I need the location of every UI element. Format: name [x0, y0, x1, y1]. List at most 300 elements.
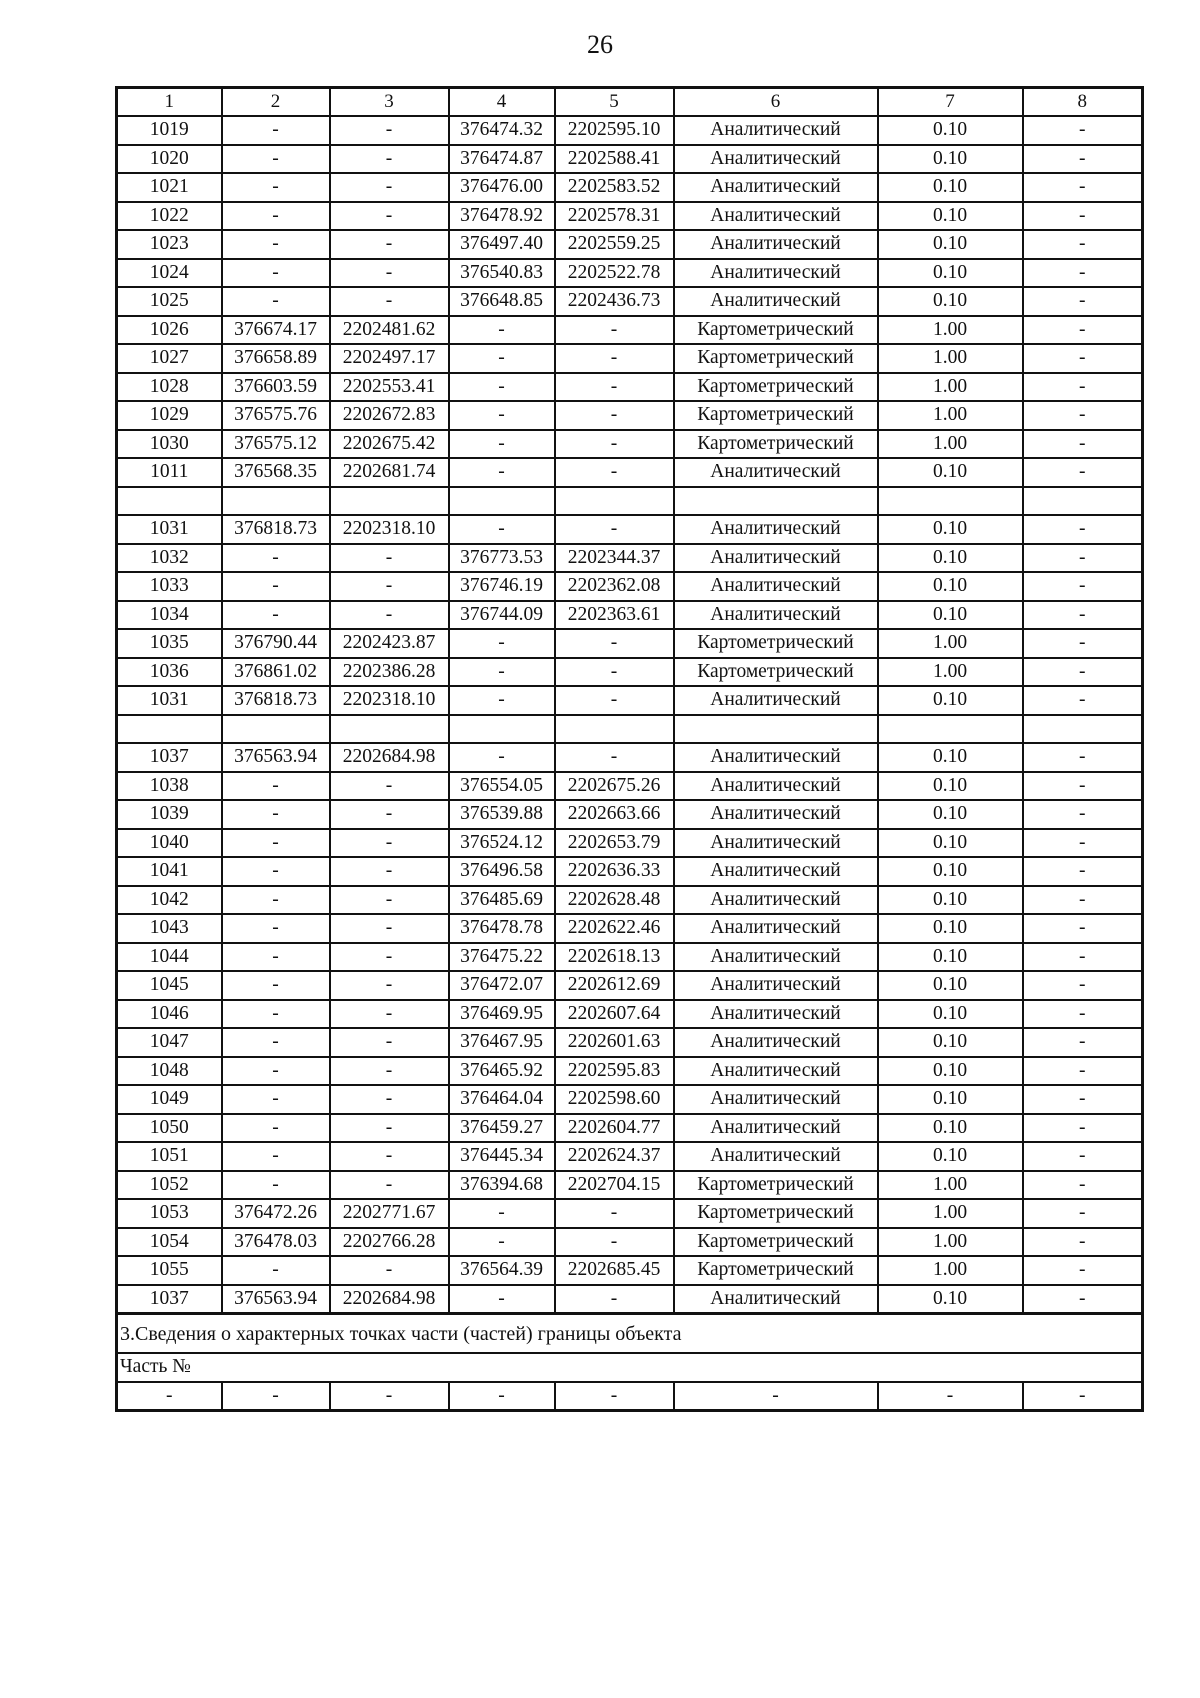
table-cell: Картометрический — [674, 1228, 878, 1257]
separator-row — [117, 715, 1143, 744]
table-cell: Картометрический — [674, 1199, 878, 1228]
table-cell: Аналитический — [674, 943, 878, 972]
table-cell: - — [1023, 601, 1143, 630]
table-cell: 376467.95 — [449, 1028, 555, 1057]
table-cell: 2202684.98 — [330, 1285, 449, 1314]
table-cell: - — [449, 743, 555, 772]
table-cell: Картометрический — [674, 344, 878, 373]
table-cell: - — [330, 116, 449, 145]
table-cell: - — [330, 857, 449, 886]
empty-cell — [555, 715, 674, 744]
empty-cell — [330, 715, 449, 744]
table-row — [117, 316, 1143, 345]
table-row — [117, 1199, 1143, 1228]
table-cell: 2202344.37 — [555, 544, 674, 573]
table-cell: - — [1023, 287, 1143, 316]
table-cell: 0.10 — [878, 173, 1023, 202]
table-cell: 2202675.26 — [555, 772, 674, 801]
table-cell: Аналитический — [674, 515, 878, 544]
table-row — [117, 829, 1143, 858]
table-cell: 1037 — [117, 743, 222, 772]
empty-cell — [878, 715, 1023, 744]
table-cell: 1055 — [117, 1256, 222, 1285]
table-cell: 0.10 — [878, 287, 1023, 316]
table-cell: - — [222, 1256, 330, 1285]
table-cell: 376496.58 — [449, 857, 555, 886]
header-cell: 6 — [674, 88, 878, 117]
table-cell: Аналитический — [674, 1028, 878, 1057]
table-cell: - — [222, 1171, 330, 1200]
table-cell: 2202386.28 — [330, 658, 449, 687]
table-cell: - — [449, 430, 555, 459]
table-cell: - — [555, 686, 674, 715]
table-cell: - — [449, 1382, 555, 1411]
table-cell: 0.10 — [878, 1028, 1023, 1057]
table-cell: - — [1023, 173, 1143, 202]
boundary-points-table — [115, 86, 1144, 1412]
empty-cell — [1023, 487, 1143, 516]
table-row — [117, 259, 1143, 288]
table-cell: - — [1023, 1228, 1143, 1257]
table-cell: - — [330, 914, 449, 943]
table-cell: Картометрический — [674, 629, 878, 658]
table-cell: Аналитический — [674, 772, 878, 801]
table-row — [117, 914, 1143, 943]
table-cell: Аналитический — [674, 1057, 878, 1086]
table-cell: 2202559.25 — [555, 230, 674, 259]
table-cell: - — [555, 344, 674, 373]
table-cell: 0.10 — [878, 1085, 1023, 1114]
table-cell: 2202318.10 — [330, 686, 449, 715]
empty-cell — [674, 487, 878, 516]
empty-cell — [449, 487, 555, 516]
table-cell: - — [222, 544, 330, 573]
table-cell: - — [222, 857, 330, 886]
table-cell: 1054 — [117, 1228, 222, 1257]
table-cell: 0.10 — [878, 544, 1023, 573]
table-cell: 1021 — [117, 173, 222, 202]
table-row — [117, 515, 1143, 544]
table-cell: 1048 — [117, 1057, 222, 1086]
table-cell: - — [555, 1285, 674, 1314]
table-cell: 2202766.28 — [330, 1228, 449, 1257]
table-cell: Аналитический — [674, 202, 878, 231]
table-cell: 376469.95 — [449, 1000, 555, 1029]
table-cell: 376459.27 — [449, 1114, 555, 1143]
table-cell: 2202675.42 — [330, 430, 449, 459]
table-cell: - — [330, 202, 449, 231]
table-cell: 1030 — [117, 430, 222, 459]
table-cell: - — [330, 829, 449, 858]
table-row — [117, 658, 1143, 687]
table-cell: 1.00 — [878, 316, 1023, 345]
table-cell: 1036 — [117, 658, 222, 687]
table-cell: 376540.83 — [449, 259, 555, 288]
table-cell: - — [330, 886, 449, 915]
table-cell: - — [222, 914, 330, 943]
table-cell: 1026 — [117, 316, 222, 345]
table-cell: 1011 — [117, 458, 222, 487]
table-cell: 0.10 — [878, 515, 1023, 544]
table-cell: - — [555, 1228, 674, 1257]
table-cell: - — [449, 458, 555, 487]
table-row — [117, 1028, 1143, 1057]
table-row — [117, 230, 1143, 259]
header-cell: 2 — [222, 88, 330, 117]
separator-row — [117, 487, 1143, 516]
table-cell: 1034 — [117, 601, 222, 630]
table-cell: 1045 — [117, 971, 222, 1000]
table-cell: - — [1023, 458, 1143, 487]
table-cell: 2202595.83 — [555, 1057, 674, 1086]
table-cell: 1050 — [117, 1114, 222, 1143]
table-cell: - — [222, 800, 330, 829]
header-cell: 8 — [1023, 88, 1143, 117]
table-row — [117, 173, 1143, 202]
table-cell: 2202653.79 — [555, 829, 674, 858]
table-cell: - — [1023, 914, 1143, 943]
table-cell: Аналитический — [674, 800, 878, 829]
table-cell: Аналитический — [674, 145, 878, 174]
table-cell: 2202663.66 — [555, 800, 674, 829]
table-cell: 0.10 — [878, 829, 1023, 858]
table-cell: 0.10 — [878, 971, 1023, 1000]
table-cell: - — [222, 116, 330, 145]
table-row — [117, 1171, 1143, 1200]
table-cell: - — [117, 1382, 222, 1411]
table-cell: 1019 — [117, 116, 222, 145]
table-cell: 0.10 — [878, 202, 1023, 231]
table-cell: - — [555, 515, 674, 544]
table-cell: Аналитический — [674, 857, 878, 886]
empty-cell — [330, 487, 449, 516]
table-row — [117, 857, 1143, 886]
table-cell: Аналитический — [674, 1285, 878, 1314]
table-cell: - — [330, 287, 449, 316]
table-cell: 2202318.10 — [330, 515, 449, 544]
table-cell: - — [449, 658, 555, 687]
table-cell: 1020 — [117, 145, 222, 174]
table-cell: 1023 — [117, 230, 222, 259]
table-cell: 0.10 — [878, 1285, 1023, 1314]
table-row — [117, 145, 1143, 174]
table-cell: 0.10 — [878, 1142, 1023, 1171]
table-cell: - — [330, 1000, 449, 1029]
table-cell: Аналитический — [674, 914, 878, 943]
table-cell: - — [330, 1114, 449, 1143]
table-cell: 0.10 — [878, 1000, 1023, 1029]
table-cell: Картометрический — [674, 1256, 878, 1285]
table-cell: 376478.03 — [222, 1228, 330, 1257]
table-row — [117, 686, 1143, 715]
table-cell: - — [449, 373, 555, 402]
table-cell: 376475.22 — [449, 943, 555, 972]
table-cell: - — [1023, 230, 1143, 259]
empty-cell — [222, 715, 330, 744]
table-cell: 0.10 — [878, 601, 1023, 630]
table-cell: - — [1023, 202, 1143, 231]
table-cell: 1.00 — [878, 401, 1023, 430]
table-cell: 1039 — [117, 800, 222, 829]
table-cell: 1.00 — [878, 629, 1023, 658]
table-cell: 1047 — [117, 1028, 222, 1057]
table-cell: - — [555, 373, 674, 402]
table-cell: 1038 — [117, 772, 222, 801]
table-row — [117, 743, 1143, 772]
empty-cell — [222, 487, 330, 516]
table-row — [117, 629, 1143, 658]
table-cell: - — [330, 544, 449, 573]
table-cell: 2202553.41 — [330, 373, 449, 402]
table-cell: Аналитический — [674, 572, 878, 601]
table-cell: 1035 — [117, 629, 222, 658]
table-cell: 376563.94 — [222, 743, 330, 772]
table-cell: 2202604.77 — [555, 1114, 674, 1143]
table-cell: 0.10 — [878, 259, 1023, 288]
table-cell: - — [1023, 629, 1143, 658]
table-cell: 376564.39 — [449, 1256, 555, 1285]
table-cell: - — [449, 1199, 555, 1228]
table-row — [117, 601, 1143, 630]
table-cell: 1053 — [117, 1199, 222, 1228]
table-row — [117, 772, 1143, 801]
table-cell: 2202362.08 — [555, 572, 674, 601]
table-cell: - — [222, 772, 330, 801]
table-cell: 376478.92 — [449, 202, 555, 231]
table-cell: - — [222, 1000, 330, 1029]
table-cell: - — [330, 572, 449, 601]
table-cell: 0.10 — [878, 800, 1023, 829]
table-cell: 376554.05 — [449, 772, 555, 801]
empty-cell — [674, 715, 878, 744]
table-cell: - — [330, 1142, 449, 1171]
table-cell: - — [1023, 829, 1143, 858]
table-cell: 2202598.60 — [555, 1085, 674, 1114]
table-cell: - — [1023, 1000, 1143, 1029]
table-cell: - — [555, 629, 674, 658]
table-row — [117, 1228, 1143, 1257]
table-cell: - — [1023, 515, 1143, 544]
table-cell: - — [222, 1028, 330, 1057]
table-row — [117, 430, 1143, 459]
table-cell: Аналитический — [674, 686, 878, 715]
empty-cell — [878, 487, 1023, 516]
table-cell: 376497.40 — [449, 230, 555, 259]
table-cell: - — [449, 629, 555, 658]
table-cell: - — [1023, 772, 1143, 801]
table-cell: 1033 — [117, 572, 222, 601]
table-cell: Картометрический — [674, 401, 878, 430]
table-cell: - — [1023, 1171, 1143, 1200]
table-cell: 2202672.83 — [330, 401, 449, 430]
table-cell: 376575.76 — [222, 401, 330, 430]
table-cell: 1049 — [117, 1085, 222, 1114]
table-cell: Картометрический — [674, 430, 878, 459]
table-cell: 2202618.13 — [555, 943, 674, 972]
table-cell: Аналитический — [674, 1085, 878, 1114]
table-cell: 1.00 — [878, 430, 1023, 459]
table-cell: 1037 — [117, 1285, 222, 1314]
table-cell: Аналитический — [674, 829, 878, 858]
table-cell: - — [1023, 886, 1143, 915]
table-cell: Аналитический — [674, 1000, 878, 1029]
table-cell: - — [1023, 572, 1143, 601]
table-cell: 1027 — [117, 344, 222, 373]
table-cell: - — [222, 601, 330, 630]
table-cell: 0.10 — [878, 743, 1023, 772]
table-cell: 0.10 — [878, 1114, 1023, 1143]
table-cell: 376539.88 — [449, 800, 555, 829]
header-cell: 5 — [555, 88, 674, 117]
table-cell: - — [449, 316, 555, 345]
table-row — [117, 344, 1143, 373]
header-cell: 1 — [117, 88, 222, 117]
table-cell: 0.10 — [878, 145, 1023, 174]
table-cell: - — [449, 686, 555, 715]
table-cell: 376465.92 — [449, 1057, 555, 1086]
table-cell: 2202628.48 — [555, 886, 674, 915]
table-row — [117, 886, 1143, 915]
table-cell: - — [222, 202, 330, 231]
table-cell: - — [1023, 316, 1143, 345]
table-cell: 2202681.74 — [330, 458, 449, 487]
table-row — [117, 943, 1143, 972]
table-cell: 0.10 — [878, 230, 1023, 259]
table-cell: - — [1023, 743, 1143, 772]
table-cell: Аналитический — [674, 971, 878, 1000]
table-cell: 2202363.61 — [555, 601, 674, 630]
table-cell: - — [1023, 1028, 1143, 1057]
table-cell: Аналитический — [674, 259, 878, 288]
table-cell: 0.10 — [878, 772, 1023, 801]
table-cell: - — [1023, 971, 1143, 1000]
table-cell: 376563.94 — [222, 1285, 330, 1314]
table-cell: 0.10 — [878, 943, 1023, 972]
table-cell: Аналитический — [674, 743, 878, 772]
table-cell: - — [1023, 259, 1143, 288]
table-cell: 376474.32 — [449, 116, 555, 145]
table-cell: 0.10 — [878, 572, 1023, 601]
table-cell: - — [555, 401, 674, 430]
table-cell: - — [1023, 344, 1143, 373]
table-cell: - — [222, 1382, 330, 1411]
table-cell: - — [1023, 116, 1143, 145]
table-cell: - — [222, 1057, 330, 1086]
table-cell: 0.10 — [878, 857, 1023, 886]
table-cell: - — [1023, 1085, 1143, 1114]
table-cell: 376790.44 — [222, 629, 330, 658]
table-cell: - — [555, 658, 674, 687]
table-cell: 1.00 — [878, 373, 1023, 402]
table-cell: 376445.34 — [449, 1142, 555, 1171]
table-cell: Аналитический — [674, 116, 878, 145]
table-row — [117, 1000, 1143, 1029]
table-cell: 0.10 — [878, 914, 1023, 943]
empty-cell — [1023, 715, 1143, 744]
table-cell: 2202578.31 — [555, 202, 674, 231]
table-cell: 1046 — [117, 1000, 222, 1029]
table-cell: - — [555, 430, 674, 459]
table-cell: 2202624.37 — [555, 1142, 674, 1171]
table-row — [117, 1085, 1143, 1114]
table-cell: - — [330, 772, 449, 801]
table-cell: - — [1023, 145, 1143, 174]
table-cell: 1.00 — [878, 344, 1023, 373]
table-cell: - — [449, 401, 555, 430]
table-cell: - — [222, 971, 330, 1000]
table-cell: 376394.68 — [449, 1171, 555, 1200]
table-cell: 1041 — [117, 857, 222, 886]
header-cell: 7 — [878, 88, 1023, 117]
table-cell: - — [330, 1057, 449, 1086]
table-cell: 376474.87 — [449, 145, 555, 174]
table-cell: - — [449, 1285, 555, 1314]
table-cell: 376575.12 — [222, 430, 330, 459]
table-cell: 1043 — [117, 914, 222, 943]
table-cell: - — [330, 1028, 449, 1057]
table-cell: - — [330, 971, 449, 1000]
table-cell: - — [1023, 401, 1143, 430]
part-label-row — [117, 1353, 1143, 1382]
table-cell: - — [1023, 1142, 1143, 1171]
table-cell: - — [222, 572, 330, 601]
table-cell: - — [330, 173, 449, 202]
part-label: Часть № — [117, 1353, 1143, 1382]
table-cell: 376818.73 — [222, 686, 330, 715]
table-cell: - — [222, 829, 330, 858]
table-cell: Аналитический — [674, 1114, 878, 1143]
table-cell: 2202704.15 — [555, 1171, 674, 1200]
table-cell: 1044 — [117, 943, 222, 972]
table-cell: 376746.19 — [449, 572, 555, 601]
table-cell: - — [555, 743, 674, 772]
table-cell: Аналитический — [674, 1142, 878, 1171]
section-title: 3.Сведения о характерных точках части (частей) границы объекта — [117, 1314, 1143, 1354]
table-cell: 1028 — [117, 373, 222, 402]
table-cell: - — [222, 259, 330, 288]
table-cell: 376818.73 — [222, 515, 330, 544]
table-cell: 376485.69 — [449, 886, 555, 915]
table-cell: - — [1023, 1256, 1143, 1285]
table-cell: 376464.04 — [449, 1085, 555, 1114]
table-cell: 2202481.62 — [330, 316, 449, 345]
table-cell: - — [449, 344, 555, 373]
table-row — [117, 1256, 1143, 1285]
table-row — [117, 1142, 1143, 1171]
empty-cell — [555, 487, 674, 516]
table-cell: - — [555, 458, 674, 487]
table-cell: 2202622.46 — [555, 914, 674, 943]
table-cell: - — [1023, 430, 1143, 459]
table-cell: 2202771.67 — [330, 1199, 449, 1228]
table-row — [117, 544, 1143, 573]
table-cell: 2202607.64 — [555, 1000, 674, 1029]
table-cell: 1051 — [117, 1142, 222, 1171]
table-cell: 2202685.45 — [555, 1256, 674, 1285]
table-cell: - — [449, 515, 555, 544]
table-cell: - — [222, 287, 330, 316]
table-cell: - — [222, 1142, 330, 1171]
table-cell: 1032 — [117, 544, 222, 573]
empty-cell — [117, 487, 222, 516]
table-cell: 1052 — [117, 1171, 222, 1200]
table-cell: - — [555, 1382, 674, 1411]
table-cell: - — [222, 1085, 330, 1114]
table-cell: 2202595.10 — [555, 116, 674, 145]
table-cell: 2202583.52 — [555, 173, 674, 202]
table-cell: 376658.89 — [222, 344, 330, 373]
table-cell: 2202684.98 — [330, 743, 449, 772]
